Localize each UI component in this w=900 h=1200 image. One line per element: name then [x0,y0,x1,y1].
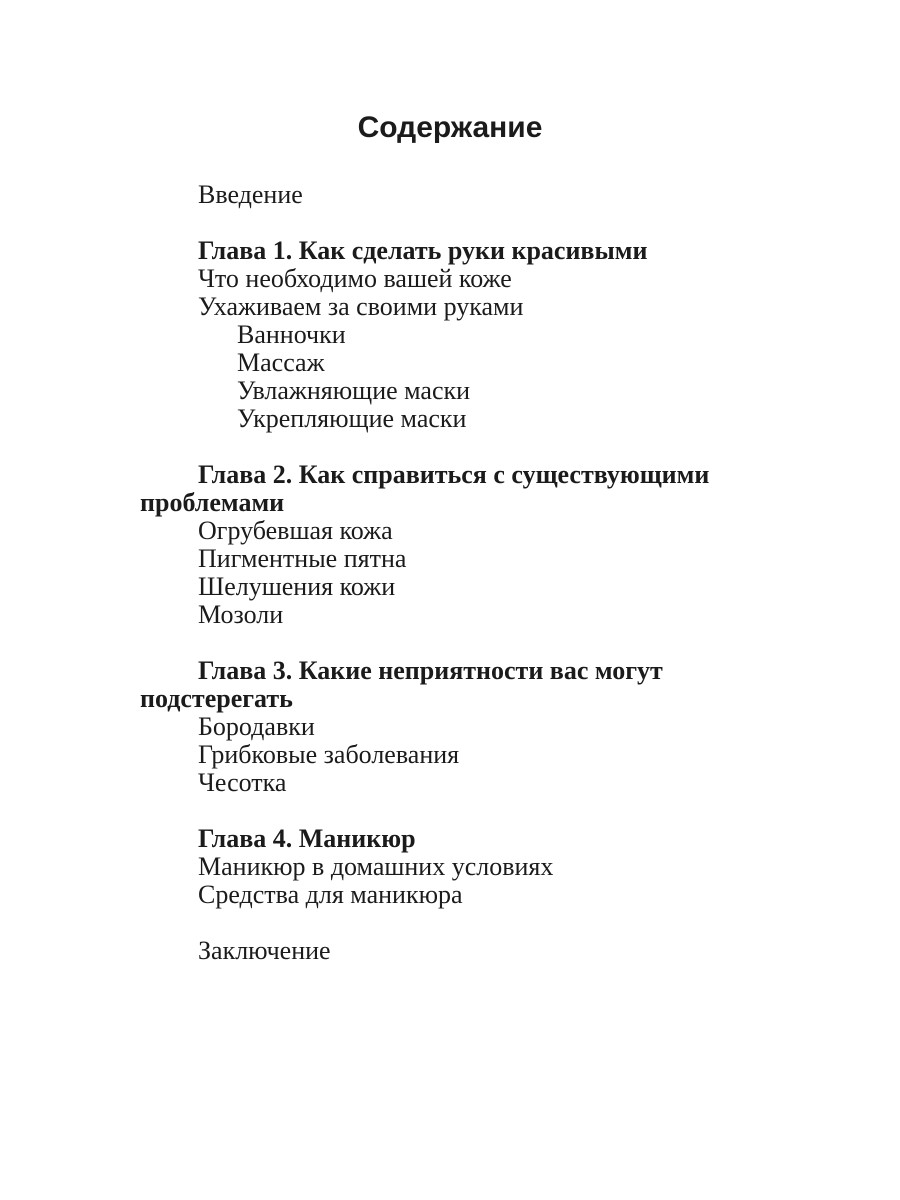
toc-entry: Маникюр в домашних условиях [198,852,554,881]
toc-entry: Ухаживаем за своими руками [198,292,524,321]
toc-list [140,181,760,965]
toc-entry: Ванночки [237,320,346,349]
toc-entry: Массаж [237,348,325,377]
toc-entry: Бородавки [198,712,315,741]
toc-chapter-entry: Глава 3. Какие неприятности вас могут подстерегать [140,656,663,713]
toc-entry: Грибковые заболевания [198,740,460,769]
toc-entry: Средства для маникюра [198,880,463,909]
toc-chapter-entry: Глава 1. Как сделать руки красивыми [198,236,648,265]
toc-entry: Огрубевшая кожа [198,516,393,545]
toc-entry: Мозоли [198,600,284,629]
toc-chapter-entry: Глава 2. Как справиться с существующими проблемами [140,460,710,517]
toc-entry: Что необходимо вашей коже [198,264,512,293]
toc-entry: Увлажняющие маски [237,376,471,405]
toc-chapter-entry: Глава 4. Маникюр [198,824,416,853]
toc-entry: Пигментные пятна [198,544,407,573]
toc-entry: Укрепляющие маски [237,404,467,433]
toc-entry: Введение [198,180,303,209]
table-of-contents [140,108,760,965]
toc-entry: Заключение [198,936,331,965]
toc-entry: Шелушения кожи [198,572,396,601]
toc-entry: Чесотка [198,768,287,797]
toc-title: Содержание [357,111,543,144]
